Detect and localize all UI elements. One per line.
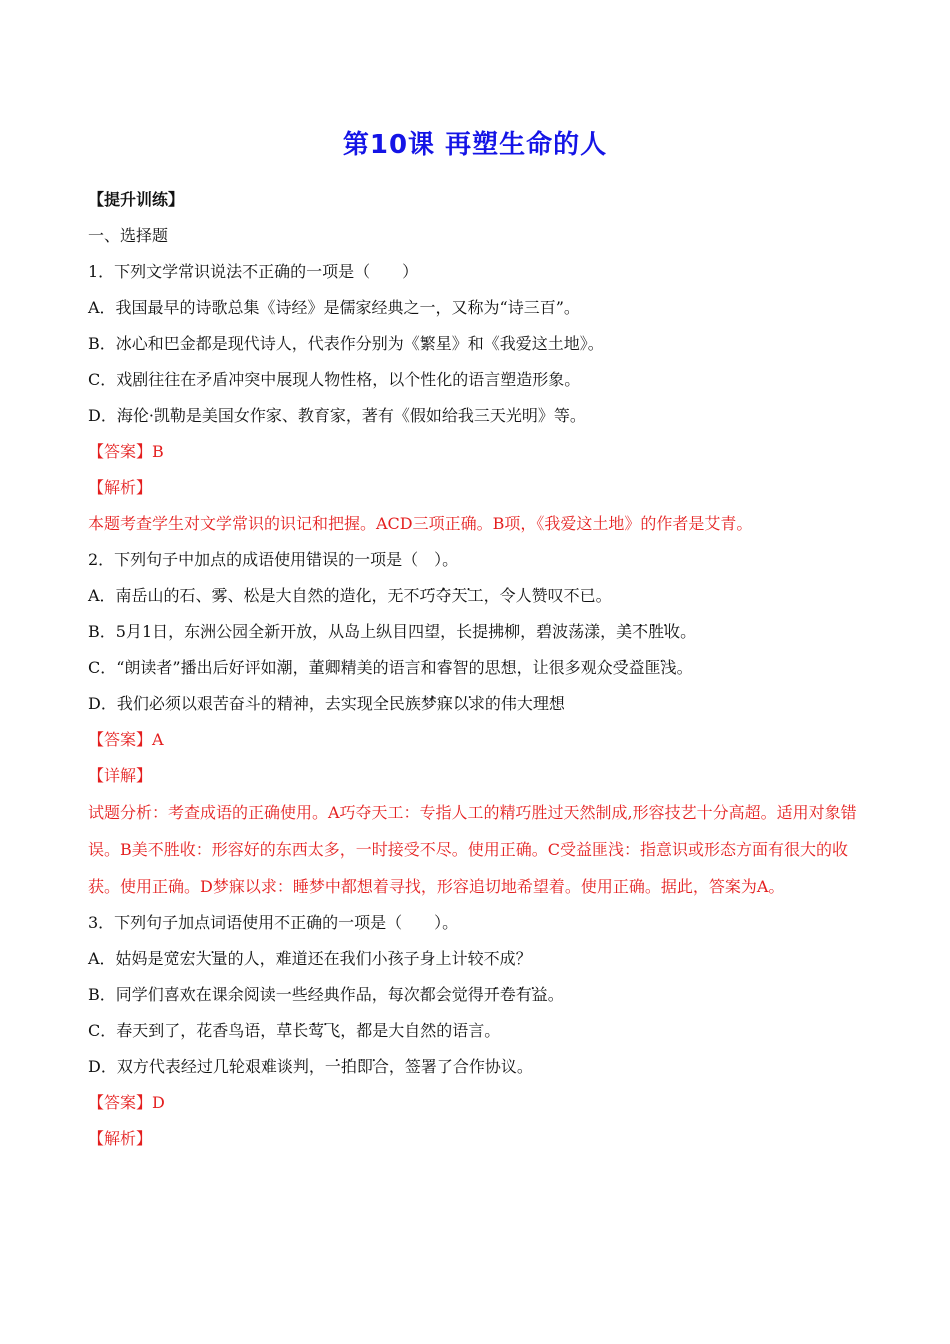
q2-a-emphasis: 巧夺天工 • • • • [420,586,484,605]
q3-option-c: C．春天到了，花香鸟语，草长莺飞 • • • •，都是大自然的语言。 [88,1013,868,1049]
q1-option-d: D．海伦·凯勒是美国女作家、教育家，著有《假如给我三天光明》等。 [88,406,586,425]
q1-option-a: A．我国最早的诗歌总集《诗经》是儒家经典之一，又称为“诗三百”。 [88,298,580,317]
q3-c-emphasis: 草长莺飞 • • • • [276,1021,340,1040]
q2-answer-value: A [152,730,164,749]
q1-stem: 1．下列文学常识说法不正确的一项是（ ） [88,262,419,281]
q2-c-emphasis: 受益匪浅 • • • • [613,658,677,677]
q3-answer-value: D [152,1093,165,1112]
q2-b-emphasis: 美不胜收 • • • • [616,622,680,641]
q2-stem: 2．下列句子中加点的成语使用错误的一项是（ ）。 [88,550,459,569]
q1-analysis: 本题考查学生对文学常识的识记和把握。ACD三项正确。B项，《我爱这土地》的作者是艾青。 [88,514,753,533]
q2-answer-tag: 【答案】 [88,730,153,749]
q1-analysis-tag: 【解析】 [88,478,153,497]
q1-option-c: C．戏剧往往在矛盾冲突中展现人物性格，以个性化的语言塑造形象。 [88,370,581,389]
q3-option-d: D．双方代表经过几轮艰难谈判，一拍即合 • • • •，签署了合作协议。 [88,1049,868,1085]
q3-analysis-tag: 【解析】 [88,1129,153,1148]
section-heading: 【提升训练】 [88,190,185,209]
q3-b-emphasis: 开卷有益 • • • • [484,985,548,1004]
q3-stem: 3．下列句子加点词语使用不正确的一项是（ ）。 [88,913,459,932]
q2-analysis: 试题分析：考查成语的正确使用。A巧夺天工：专指人工的精巧胜过天然制成,形容技艺十分高超。适用对象错误。B美不胜收：形容好的东西太多，一时接受不尽。使用正确。C受益匪浅：指意识或形态方面有很大的收获。使用正确。D梦寐以求：睡梦中都想着寻找，形容追切地希望着。使用正确。据此，答案为A。 [88,803,857,896]
q2-option-d: D．我们必须以艰苦奋斗的精神，去实现全民族梦寐以求 • • • •的伟大理想 [88,686,868,722]
q2-analysis-tag: 【详解】 [88,766,153,785]
q2-option-a: A．南岳山的石、雾、松是大自然的造化，无不巧夺天工 • • • •，令人赞叹不已。 [88,578,868,614]
q3-answer [88,1085,868,1121]
q3-option-b: B．同学们喜欢在课余阅读一些经典作品，每次都会觉得开卷有益 • • • •。 [88,977,868,1013]
page-title: 第10课 再塑生命的人 [342,130,608,160]
q3-d-emphasis: 一拍即合 • • • • [325,1057,389,1076]
q3-answer-tag: 【答案】 [88,1093,153,1112]
q1-answer [88,434,868,470]
q3-a-emphasis: 宽宏大量 • • • • [164,949,228,968]
part-heading: 一、选择题 [88,226,169,245]
q2-answer [88,722,868,758]
q1-answer-value: B [152,442,164,461]
q2-d-emphasis: 梦寐以求 • • • • [421,694,485,713]
document-body [88,182,868,1157]
q3-option-a: A．姑妈是宽宏大量 • • • •的人，难道还在我们小孩子身上计较不成？ [88,941,868,977]
q2-option-c: C．“朗读者”播出后好评如潮，董卿精美的语言和睿智的思想，让很多观众受益匪浅 • • • •。 [88,650,868,686]
q2-option-b: B．5月1日，东洲公园全新开放，从岛上纵目四望，长提拂柳，碧波荡漾，美不胜收 • • • •。 [88,614,868,650]
q1-option-b: B．冰心和巴金都是现代诗人，代表作分别为《繁星》和《我爱这土地》。 [88,334,604,353]
q1-answer-tag: 【答案】 [88,442,153,461]
